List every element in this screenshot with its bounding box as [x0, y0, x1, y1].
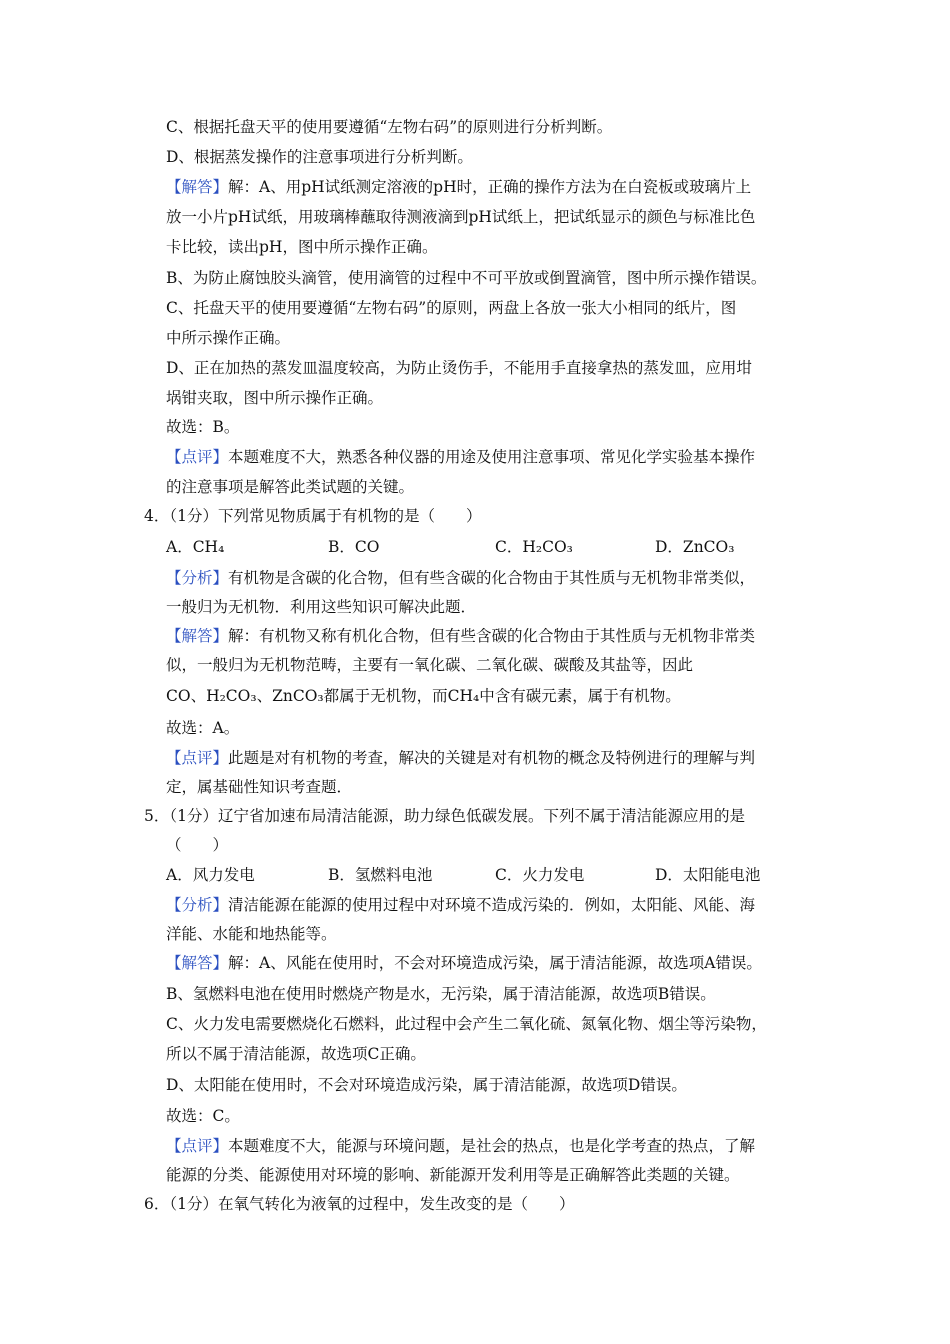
text-line: 故选：A。: [166, 719, 240, 737]
text-line: D、根据蒸发操作的注意事项进行分析判断。: [166, 148, 473, 166]
q4-option-b: B．CO: [328, 538, 380, 556]
text-line: 洋能、水能和地热能等。: [166, 925, 337, 943]
text-line: B、为防止腐蚀胶头滴管，使用滴管的过程中不可平放或倒置滴管，图中所示操作错误。: [166, 269, 767, 287]
answer-tag: 【解答】: [166, 178, 229, 196]
text-line: 放一小片pH试纸，用玻璃棒蘸取待测液滴到pH试纸上，把试纸显示的颜色与标准比色: [166, 208, 756, 226]
question-6: 6．（1分）在氧气转化为液氧的过程中，发生改变的是（ ）: [144, 1195, 575, 1213]
text-line: 似，一般归为无机物范畴，主要有一氧化碳、二氧化碳、碳酸及其盐等，因此: [166, 656, 694, 674]
answer-line: 【解答】解：A、风能在使用时，不会对环境造成污染，属于清洁能源，故选项A错误。: [166, 954, 762, 972]
comment-line: 【点评】此题是对有机物的考查，解决的关键是对有机物的概念及特例进行的理解与判: [166, 749, 756, 767]
text-line: C、根据托盘天平的使用要遵循“左物右码”的原则进行分析判断。: [166, 118, 613, 136]
q4-option-c: C．H₂CO₃: [495, 538, 573, 556]
text-line: B、氢燃料电池在使用时燃烧产物是水，无污染，属于清洁能源，故选项B错误。: [166, 985, 716, 1003]
text-line: 所以不属于清洁能源，故选项C正确。: [166, 1045, 426, 1063]
comment-tag: 【点评】: [166, 448, 229, 466]
text-line: 故选：B。: [166, 418, 240, 436]
answer-tag: 【解答】: [166, 627, 229, 645]
q5-option-c: C．火力发电: [495, 866, 585, 884]
answer-line: 【解答】解：A、用pH试纸测定溶液的pH时，正确的操作方法为在白瓷板或玻璃片上: [166, 178, 752, 196]
comment-tag: 【点评】: [166, 749, 229, 767]
text-line: （ ）: [166, 836, 229, 854]
text-line: 能源的分类、能源使用对环境的影响、新能源开发利用等是正确解答此类题的关键。: [166, 1166, 740, 1184]
text-line: 埚钳夹取，图中所示操作正确。: [166, 389, 384, 407]
q4-option-a: A．CH₄: [166, 538, 225, 556]
analysis-tag: 【分析】: [166, 569, 229, 587]
question-5: 5．（1分）辽宁省加速布局清洁能源，助力绿色低碳发展。下列不属于清洁能源应用的是: [144, 807, 745, 825]
text-line: C、火力发电需要燃烧化石燃料，此过程中会产生二氧化硫、氮氧化物、烟尘等污染物，: [166, 1015, 767, 1033]
text-line: 卡比较，读出pH，图中所示操作正确。: [166, 238, 438, 256]
comment-tag: 【点评】: [166, 1137, 229, 1155]
text-line: 的注意事项是解答此类试题的关键。: [166, 478, 415, 496]
text-line: CO、H₂CO₃、ZnCO₃都属于无机物，而CH₄中含有碳元素，属于有机物。: [166, 687, 681, 705]
question-4: 4．（1分）下列常见物质属于有机物的是（ ）: [144, 507, 482, 525]
comment-line: 【点评】本题难度不大，能源与环境问题，是社会的热点，也是化学考查的热点，了解: [166, 1137, 756, 1155]
text-line: D、太阳能在使用时，不会对环境造成污染，属于清洁能源，故选项D错误。: [166, 1076, 687, 1094]
q5-option-d: D．太阳能电池: [655, 866, 761, 884]
analysis-line: 【分析】有机物是含碳的化合物，但有些含碳的化合物由于其性质与无机物非常类似，: [166, 569, 756, 587]
analysis-tag: 【分析】: [166, 896, 229, 914]
text-line: D、正在加热的蒸发皿温度较高，为防止烫伤手，不能用手直接拿热的蒸发皿，应用坩: [166, 359, 752, 377]
q5-option-a: A．风力发电: [166, 866, 255, 884]
text-line: 定，属基础性知识考查题．: [166, 778, 353, 796]
answer-line: 【解答】解：有机物又称有机化合物，但有些含碳的化合物由于其性质与无机物非常类: [166, 627, 756, 645]
text-line: 故选：C。: [166, 1107, 240, 1125]
text-line: 一般归为无机物．利用这些知识可解决此题．: [166, 598, 477, 616]
answer-tag: 【解答】: [166, 954, 229, 972]
q5-option-b: B．氢燃料电池: [328, 866, 433, 884]
analysis-line: 【分析】清洁能源在能源的使用过程中对环境不造成污染的．例如，太阳能、风能、海: [166, 896, 756, 914]
comment-line: 【点评】本题难度不大，熟悉各种仪器的用途及使用注意事项、常见化学实验基本操作: [166, 448, 756, 466]
text-line: C、托盘天平的使用要遵循“左物右码”的原则，两盘上各放一张大小相同的纸片，图: [166, 299, 737, 317]
q4-option-d: D．ZnCO₃: [655, 538, 735, 556]
text-line: 中所示操作正确。: [166, 329, 291, 347]
